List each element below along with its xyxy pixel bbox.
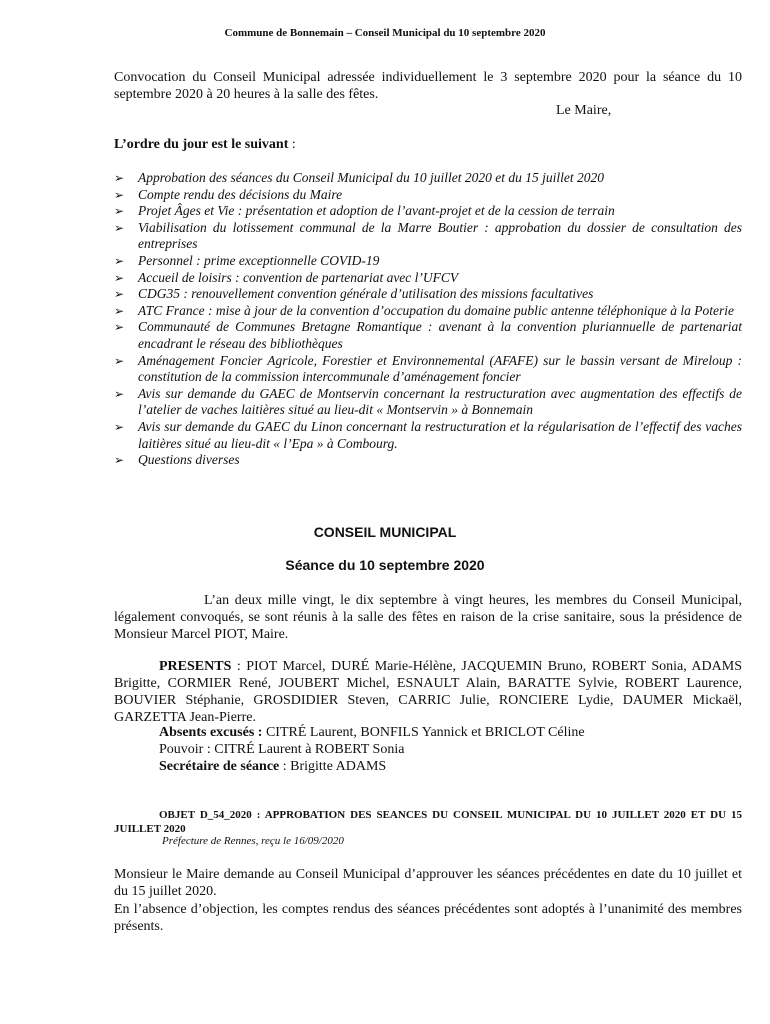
arrow-bullet-icon: ➢ [114, 353, 125, 368]
arrow-bullet-icon: ➢ [114, 270, 125, 285]
agenda-item [114, 253, 742, 270]
agenda-item-text: Aménagement Foncier Agricole, Forestier et Environnemental (AFAFE) sur le bassin versant de Mireloup : constitution de la commission intercommunale d’aménagement foncier [138, 352, 742, 385]
agenda-item-text: Questions diverses [138, 452, 240, 468]
agenda-item [114, 187, 742, 204]
convocation-paragraph: Convocation du Conseil Municipal adressée individuellement le 3 septembre 2020 pour la séance du 10 septembre 2020 à 20 heures à la salle des fêtes. [114, 70, 742, 102]
agenda-item-text: Accueil de loisirs : convention de partenariat avec l’UFCV [138, 269, 459, 285]
agenda-item-text: Avis sur demande du GAEC du Linon concernant la restructuration et la régularisation de l’effectif des vaches laitières situé au lieu-dit « l’Epa » à Combourg. [138, 418, 742, 451]
arrow-bullet-icon: ➢ [114, 220, 125, 235]
agenda-item-text: Avis sur demande du GAEC de Montservin concernant la restructuration avec augmentation des effectifs de l’atelier de vaches laitières situé au lieu-dit « Montservin » à Bonnemain [138, 385, 742, 418]
deliberation-paragraph-1: Monsieur le Maire demande au Conseil Municipal d’approuver les séances précédentes en date du 10 juillet et du 15 juillet 2020. [114, 867, 742, 899]
objet-text: OBJET D_54_2020 : APPROBATION DES SEANCES DU CONSEIL MUNICIPAL DU 10 JUILLET 2020 ET DU 15 JUILLET 2020 [114, 809, 742, 835]
agenda-item [114, 452, 742, 469]
secretaire-line [159, 758, 386, 775]
agenda-item [114, 303, 742, 320]
agenda-item-text: CDG35 : renouvellement convention générale d’utilisation des missions facultatives [138, 286, 594, 302]
agenda-item [114, 220, 742, 253]
agenda-list [114, 170, 742, 469]
agenda-item [114, 286, 742, 303]
arrow-bullet-icon: ➢ [114, 171, 125, 185]
agenda-title [114, 137, 296, 153]
presents-label: PRESENTS [159, 659, 232, 674]
absents-text: CITRÉ Laurent, BONFILS Yannick et BRICLOT Céline [262, 725, 585, 740]
agenda-item-text: Viabilisation du lotissement communal de la Marre Boutier : approbation du dossier de consultation des entreprises [138, 219, 742, 252]
opening-paragraph [114, 592, 742, 643]
secretaire-label: Secrétaire de séance [159, 759, 280, 774]
agenda-item [114, 270, 742, 287]
agenda-item-text: Personnel : prime exceptionnelle COVID-19 [138, 252, 380, 268]
agenda-item [114, 353, 742, 386]
signature-line: Le Maire, [556, 103, 612, 118]
agenda-title-bold: L’ordre du jour est le suivant [114, 137, 289, 152]
arrow-bullet-icon: ➢ [114, 320, 125, 335]
agenda-item-text: Approbation des séances du Conseil Municipal du 10 juillet 2020 et du 15 juillet 2020 [138, 170, 604, 185]
agenda-item [114, 319, 742, 352]
arrow-bullet-icon: ➢ [114, 253, 125, 268]
objet-heading [114, 808, 742, 836]
agenda-item-text: Compte rendu des décisions du Maire [138, 186, 343, 202]
agenda-item-text: Communauté de Communes Bretagne Romantique : avenant à la convention pluriannuelle de partenariat encadrant le réseau des bibliothèques [138, 319, 742, 351]
page-header: Commune de Bonnemain – Conseil Municipal du 10 septembre 2020 [224, 27, 546, 39]
absents-label: Absents excusés : [159, 725, 263, 740]
agenda-item [114, 203, 742, 220]
arrow-bullet-icon: ➢ [114, 204, 125, 219]
arrow-bullet-icon: ➢ [114, 419, 125, 434]
arrow-bullet-icon: ➢ [114, 287, 125, 302]
section-title: CONSEIL MUNICIPAL [313, 524, 457, 540]
agenda-title-suffix: : [288, 137, 296, 152]
arrow-bullet-icon: ➢ [114, 386, 125, 401]
absents-line [159, 724, 585, 741]
arrow-bullet-icon: ➢ [114, 187, 125, 202]
deliberation-paragraph-2: En l’absence d’objection, les comptes rendus des séances précédentes sont adoptés à l’unanimité des membres présents. [114, 902, 742, 934]
arrow-bullet-icon: ➢ [114, 453, 125, 468]
pouvoir-line: Pouvoir : CITRÉ Laurent à ROBERT Sonia [159, 742, 405, 757]
prefecture-note: Préfecture de Rennes, reçu le 16/09/2020 [162, 835, 344, 847]
agenda-item [114, 386, 742, 419]
session-title: Séance du 10 septembre 2020 [285, 557, 485, 573]
opening-text: L’an deux mille vingt, le dix septembre à vingt heures, les membres du Conseil Municipal, légalement convoqués, se sont réunis à la salle des fêtes en raison de la crise sanitaire, sous la présidence de Monsieur Marcel PIOT, Maire. [114, 593, 742, 642]
agenda-item-text: Projet Âges et Vie : présentation et adoption de l’avant-projet et de la cession de terrain [138, 203, 615, 219]
presents-text: : PIOT Marcel, DURÉ Marie-Hélène, JACQUEMIN Bruno, ROBERT Sonia, ADAMS Brigitte, CORMIER René, JOUBERT Michel, ESNAULT Alain, BARATTE Sylvie, ROBERT Laurence, BOUVIER Stéphanie, GROSDIDIER Steven, CARRIC Julie, RONCIERE Lydie, DAUMER Mickaël, GARZETTA Jean-Pierre. [114, 659, 742, 725]
agenda-item [114, 170, 742, 187]
agenda-item-text: ATC France : mise à jour de la convention d’occupation du domaine public antenne téléphonique à la Poterie [138, 302, 734, 318]
arrow-bullet-icon: ➢ [114, 303, 125, 318]
presents-paragraph [114, 658, 742, 726]
agenda-item [114, 419, 742, 452]
secretaire-text: : Brigitte ADAMS [279, 759, 387, 774]
